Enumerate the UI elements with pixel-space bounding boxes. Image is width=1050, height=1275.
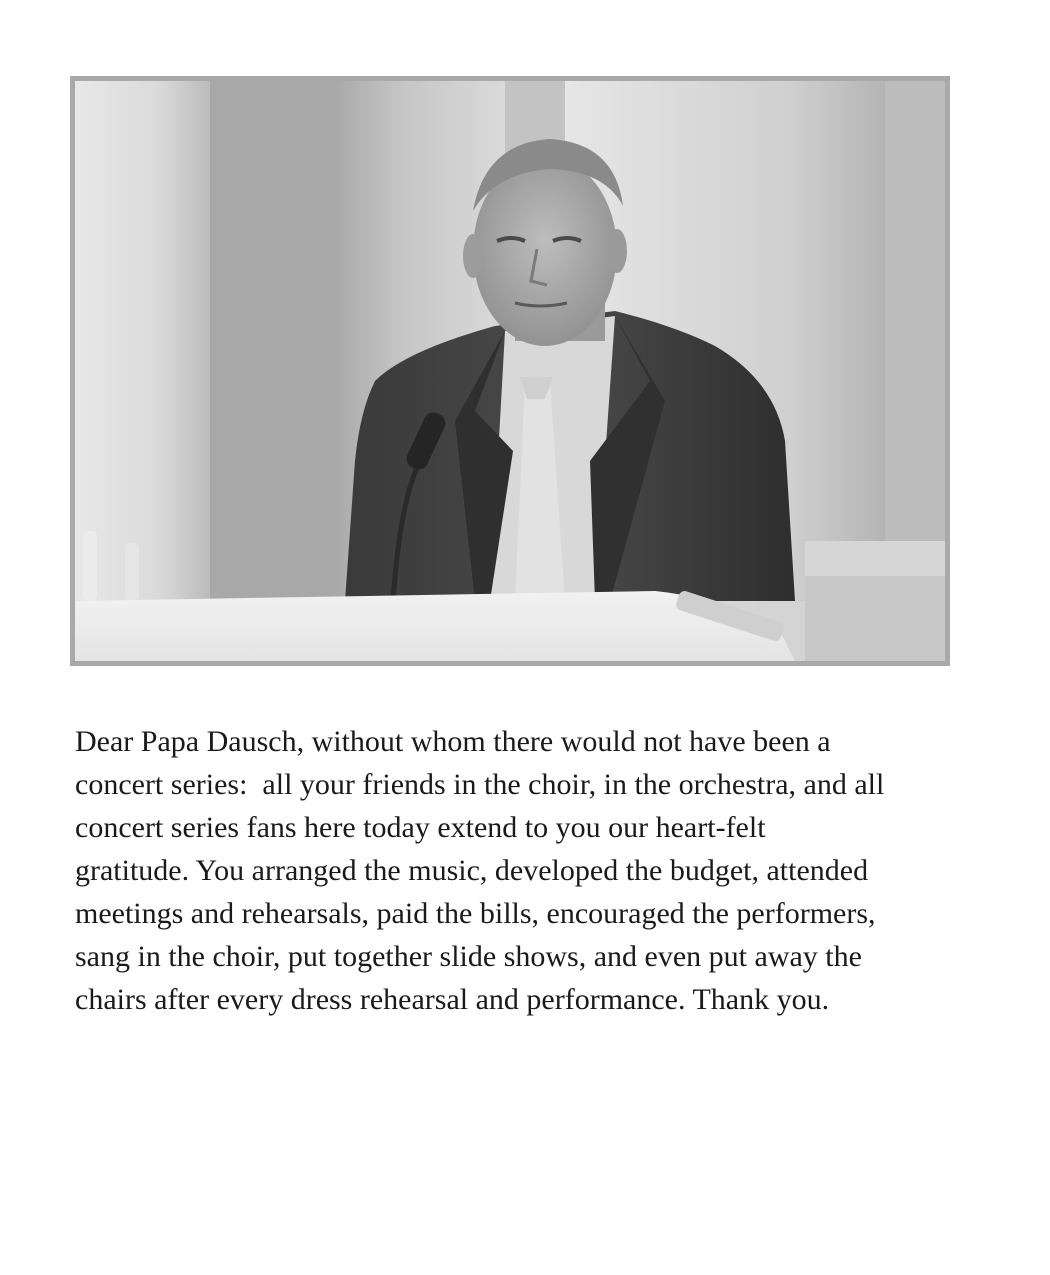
letter-line: sang in the choir, put together slide shows, and even put away the — [75, 940, 862, 973]
letter-body — [75, 720, 955, 1021]
letter-line: concert series: all your friends in the choir, in the orchestra, and all — [75, 768, 885, 801]
speaker-photo — [70, 76, 950, 666]
speaker-photo-image — [75, 81, 945, 661]
letter-line: Dear Papa Dausch, without whom there would not have been a — [75, 725, 831, 758]
letter-line: concert series fans here today extend to you our heart-felt — [75, 811, 766, 844]
letter-line: chairs after every dress rehearsal and performance. Thank you. — [75, 983, 830, 1016]
letter-line: gratitude. You arranged the music, developed the budget, attended — [75, 854, 869, 887]
letter-line: meetings and rehearsals, paid the bills, encouraged the performers, — [75, 897, 876, 930]
